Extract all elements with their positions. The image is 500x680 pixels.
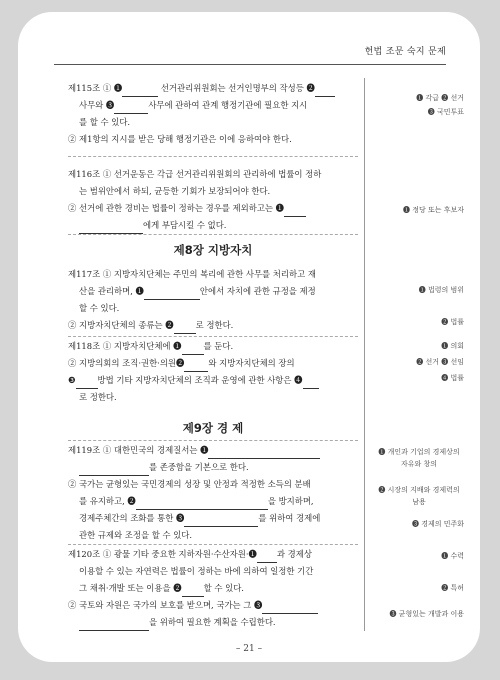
article-text: 과 경제상 (276, 549, 312, 559)
answer-blank[interactable] (79, 464, 149, 476)
article-text: 를 존중함을 기본으로 한다. (149, 462, 249, 472)
answer-note: ❷ 선거 ❸ 선임 (416, 358, 464, 366)
article-text: 선거관리위원회는 선거인명부의 작성등 ❷ (160, 83, 315, 93)
article-line (68, 372, 358, 389)
article-text: 방법 기타 지방자치단체의 조직과 운영에 관한 사항은 ❹ (97, 375, 303, 385)
answer-note: ❶ 의회 (441, 342, 464, 350)
answer-note: ❶ 각급 ❷ 선거 (416, 94, 464, 102)
chapter-heading: 제8장 지방자치 (173, 243, 253, 257)
answer-blank[interactable] (182, 585, 204, 597)
article-115 (68, 80, 358, 148)
answer-blank[interactable] (315, 85, 335, 97)
article-119 (68, 442, 358, 544)
answer-note: ❶ 정당 또는 후보자 (402, 206, 464, 214)
article-line (68, 97, 358, 114)
article-text: ② 지방자치단체의 종류는 ❷ (68, 320, 174, 330)
article-text: 에게 부담시킬 수 없다. (143, 220, 227, 230)
answer-blank[interactable] (122, 85, 158, 97)
article-text: 을 방지하며, (267, 496, 314, 506)
answer-note: ❷ 시장의 지배와 경제력의 남용 (378, 486, 460, 506)
section-separator (68, 156, 358, 157)
article-text: ② 지방의회의 조직·권한·의원❷ (68, 358, 185, 368)
article-line (68, 283, 358, 300)
article-text: 경제주체간의 조화를 통한 ❸ (79, 513, 185, 523)
article-line: 제117조 ① 지방자치단체는 주민의 복리에 관한 사무를 처리하고 재 (68, 269, 316, 279)
article-118 (68, 338, 358, 406)
answer-blank[interactable] (79, 619, 149, 631)
article-text: ② 국토와 자원은 국가의 보호를 받으며, 국가는 그 ❸ (68, 600, 263, 610)
answer-note: ❷ 특허 (441, 584, 464, 592)
answer-blank[interactable] (262, 602, 318, 614)
article-text: 제120조 ① 광물 기타 중요한 지하자원·수산자원·❶ (68, 549, 257, 559)
article-line: 할 수 있다. (79, 303, 120, 313)
answer-blank[interactable] (208, 447, 320, 459)
article-line: 는 범위안에서 하되, 균등한 기회가 보장되어야 한다. (79, 186, 271, 196)
answer-blank[interactable] (184, 360, 208, 372)
page-number: – 21 – (235, 644, 263, 654)
answer-blank[interactable] (182, 343, 204, 355)
article-120 (68, 546, 358, 631)
article-text: ❸ (68, 375, 76, 385)
article-text: 산을 관리하며, ❶ (79, 286, 144, 296)
answer-note: ❹ 법률 (441, 374, 464, 382)
article-text: 를 유지하고, ❷ (79, 496, 136, 506)
article-text: 안에서 자치에 관한 규정을 제정 (199, 286, 316, 296)
article-line (68, 580, 358, 597)
article-text: 제119조 ① 대한민국의 경제질서는 ❶ (68, 445, 209, 455)
answer-blank[interactable] (144, 288, 200, 300)
document-page (18, 12, 480, 662)
article-line (68, 459, 358, 476)
article-line (68, 614, 358, 631)
article-line (68, 355, 358, 372)
article-line (68, 200, 358, 217)
answer-blank[interactable] (284, 205, 306, 217)
article-line: 를 할 수 있다. (79, 117, 131, 127)
section-separator (68, 440, 358, 441)
article-text: 를 둔다. (203, 341, 234, 351)
section-separator (68, 234, 358, 235)
answer-note: ❸ 균형있는 개발과 이용 (389, 610, 464, 618)
article-line (68, 493, 358, 510)
answer-note: ❶ 수력 (441, 552, 464, 560)
answer-note: ❸ 국민투표 (427, 108, 464, 116)
article-line: 관한 규제와 조정을 할 수 있다. (79, 530, 193, 540)
article-text: 할 수 있다. (203, 583, 244, 593)
article-line (68, 317, 358, 334)
article-line: ② 제1항의 지시를 받은 당해 행정기관은 이에 응하여야 한다. (68, 134, 292, 144)
answer-note: ❷ 법률 (441, 318, 464, 326)
article-text: 와 지방자치단체의 장의 (208, 358, 295, 368)
article-text: ② 선거에 관한 경비는 법률이 정하는 경우를 제외하고는 ❶ (68, 203, 285, 213)
article-line: 이용할 수 있는 자연력은 법률이 정하는 바에 의하여 일정한 기간 (79, 566, 314, 576)
answer-blank[interactable] (303, 377, 319, 389)
answer-blank[interactable] (76, 377, 98, 389)
article-line: ② 국가는 균형있는 국민경제의 성장 및 안정과 적정한 소득의 분배 (68, 479, 311, 489)
article-line: 로 정한다. (79, 392, 117, 402)
article-line (68, 80, 358, 97)
article-text: 제115조 ① ❶ (68, 83, 123, 93)
article-text: 를 위하여 경제에 (258, 513, 321, 523)
running-header: 헌법 조문 숙지 문제 (364, 47, 446, 57)
column-divider (364, 78, 365, 631)
article-text: 로 정한다. (195, 320, 234, 330)
article-text: 그 채취·개발 또는 이용을 ❷ (79, 583, 182, 593)
answer-note: ❸ 경제의 민주화 (411, 520, 464, 528)
article-line: 제116조 ① 선거운동은 각급 선거관리위원회의 관리하에 법률이 정하 (68, 169, 322, 179)
section-separator (68, 336, 358, 337)
article-line (68, 546, 358, 563)
article-line (68, 442, 358, 459)
answer-blank[interactable] (136, 498, 268, 510)
section-separator (68, 544, 358, 545)
article-text: 사무에 관하여 관계 행정기관에 필요한 지시 (148, 100, 308, 110)
answer-note: ❶ 법령의 범위 (418, 286, 464, 294)
answer-blank[interactable] (184, 515, 258, 527)
article-117 (68, 266, 358, 334)
article-line (68, 597, 358, 614)
article-line (68, 510, 358, 527)
answer-blank[interactable] (114, 102, 148, 114)
article-text: 을 위하여 필요한 계획을 수립한다. (149, 617, 276, 627)
article-line (68, 217, 358, 234)
article-text: 제118조 ① 지방자치단체에 ❶ (68, 341, 182, 351)
answer-blank[interactable] (79, 222, 143, 234)
article-text: 사무와 ❸ (79, 100, 115, 110)
chapter-heading: 제9장 경 제 (182, 421, 244, 435)
answer-blank[interactable] (257, 551, 277, 563)
header-rule (54, 64, 446, 65)
article-116 (68, 166, 358, 234)
article-line (68, 338, 358, 355)
answer-note: ❶ 개인과 기업의 경제상의 자유와 창의 (378, 448, 460, 468)
answer-blank[interactable] (174, 322, 196, 334)
